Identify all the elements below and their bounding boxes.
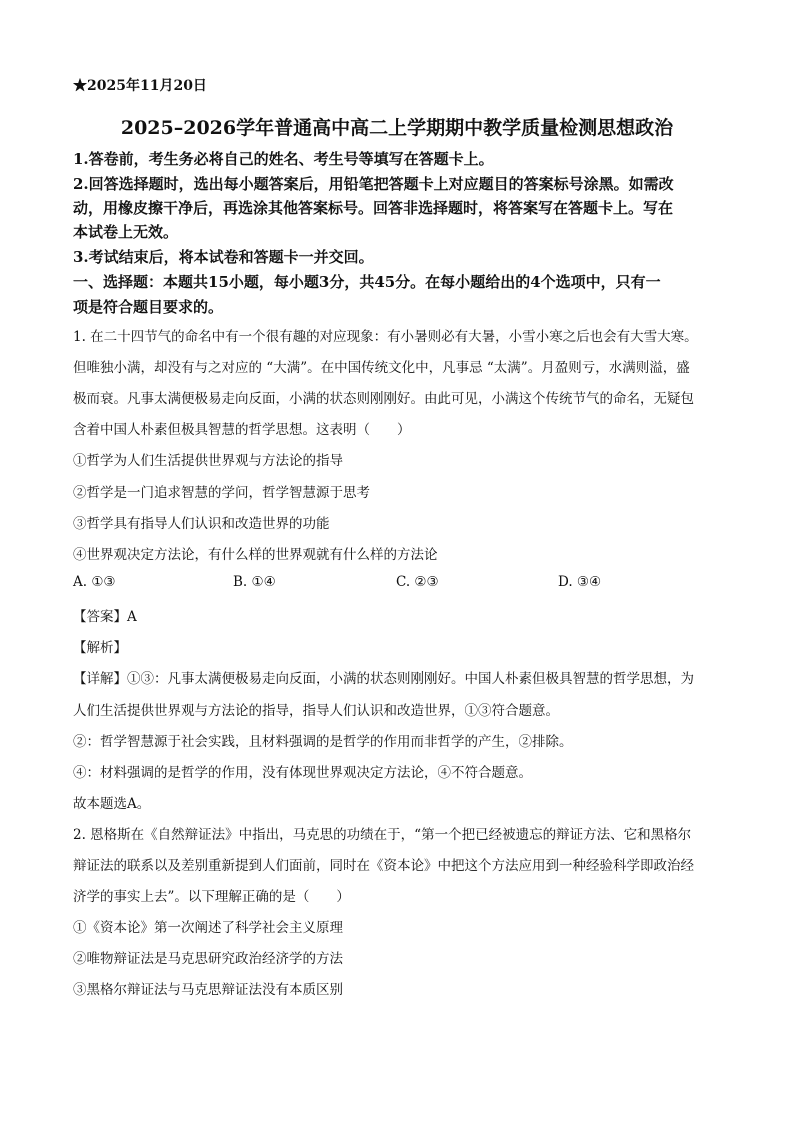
exam-title: 2025–2026学年普通高中高二上学期期中教学质量检测思想政治 (120, 117, 674, 139)
answer-label: 【答案】A (73, 609, 137, 625)
question-stem: 1. 在二十四节气的命名中有一个很有趣的对应现象：有小暑则必有大暑，小雪小寒之后也会有大雪大寒。 (73, 329, 698, 345)
statement: ③黑格尔辩证法与马克思辩证法没有本质区别 (73, 982, 343, 998)
instruction-line: 本试卷上无效。 (73, 223, 179, 241)
question-stem: 辩证法的联系以及差别重新提到人们面前，同时在《资本论》中把这个方法应用到一种经验科学即政治经 (73, 858, 694, 874)
analysis-label: 【解析】 (73, 640, 127, 656)
question-stem: 济学的事实上去”。以下理解正确的是（ ） (73, 889, 350, 905)
detail-line: ④：材料强调的是哲学的作用，没有体现世界观决定方法论，④不符合题意。 (73, 765, 532, 781)
detail-line: 故本题选A。 (73, 796, 151, 812)
instruction-line: 1.答卷前，考生务必将自己的姓名、考生号等填写在答题卡上。 (73, 150, 494, 168)
option-b: B. ①④ (233, 574, 276, 590)
statement: ③哲学具有指导人们认识和改造世界的功能 (73, 516, 330, 532)
section-heading: 一、选择题：本题共15小题，每小题3分，共45分。在每小题给出的4个选项中，只有一 (73, 273, 661, 291)
statement: ②唯物辩证法是马克思研究政治经济学的方法 (73, 951, 343, 967)
option-c: C. ②③ (396, 574, 439, 590)
section-heading: 项是符合题目要求的。 (73, 298, 224, 316)
statement: ②哲学是一门追求智慧的学问，哲学智慧源于思考 (73, 485, 370, 501)
statement: ④世界观决定方法论，有什么样的世界观就有什么样的方法论 (73, 547, 438, 563)
detail-line: ②：哲学智慧源于社会实践，且材料强调的是哲学的作用而非哲学的产生，②排除。 (73, 734, 573, 750)
question-stem: 含着中国人朴素但极具智慧的哲学思想。这表明（ ） (73, 422, 411, 438)
options-row (73, 574, 733, 592)
question-stem: 极而衰。凡事太满便极易走向反面，小满的状态则刚刚好。由此可见，小满这个传统节气的命名，无疑包 (73, 391, 694, 407)
question-stem: 2. 恩格斯在《自然辩证法》中指出，马克思的功绩在于，“第一个把已经被遗忘的辩证方法、它和黑格尔 (73, 827, 692, 843)
option-d: D. ③④ (558, 574, 602, 590)
instruction-line: 2.回答选择题时，选出每小题答案后，用铅笔把答题卡上对应题目的答案标号涂黑。如需改 (73, 175, 674, 193)
instruction-line: 3.考试结束后，将本试卷和答题卡一并交回。 (73, 248, 374, 266)
detail-line: 【详解】①③：凡事太满便极易走向反面，小满的状态则刚刚好。中国人朴素但极具智慧的哲学思想，为 (73, 671, 694, 687)
exam-date: ★2025年11月20日 (73, 78, 207, 94)
statement: ①哲学为人们生活提供世界观与方法论的指导 (73, 453, 343, 469)
question-stem: 但唯独小满，却没有与之对应的 “大满”。在中国传统文化中，凡事忌 “太满”。月盈则亏，水满则溢，盛 (73, 360, 690, 376)
option-a: A. ①③ (73, 574, 116, 590)
statement: ①《资本论》第一次阐述了科学社会主义原理 (73, 920, 343, 936)
instruction-line: 动，用橡皮擦干净后，再选涂其他答案标号。回答非选择题时，将答案写在答题卡上。写在 (73, 199, 674, 217)
detail-line: 人们生活提供世界观与方法论的指导，指导人们认识和改造世界，①③符合题意。 (73, 703, 559, 719)
